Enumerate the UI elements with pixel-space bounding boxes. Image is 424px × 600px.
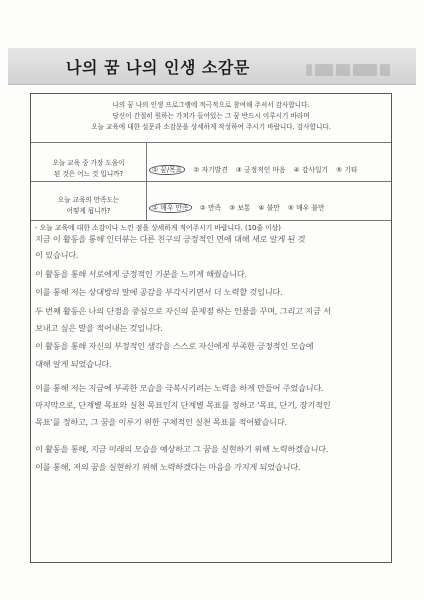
divider <box>31 220 391 221</box>
handwritten-line: 이 있습니다. <box>34 250 79 260</box>
handwritten-line: 목표'를 정하고, 그 꿈을 이루기 위한 구체적인 실천 목표를 적어봤습니다. <box>34 417 288 427</box>
handwritten-line: 보내고 싶은 말을 적어내는 것입니다. <box>34 323 164 333</box>
handwritten-line: 이를 통해, 저의 꿈을 실현하기 위해 노력하겠다는 마음을 가지게 되었습니다. <box>34 462 301 472</box>
q2-option-4[interactable]: ④ 불만 <box>258 204 280 212</box>
q2-option-5[interactable]: ⑤ 매우 불만 <box>287 204 325 212</box>
q2-option-1[interactable]: ① 매우 만족 <box>149 203 192 213</box>
q1-option-4[interactable]: ④ 감사일기 <box>293 166 329 174</box>
q2-option-3[interactable]: ③ 보통 <box>229 204 251 212</box>
redacted-name <box>306 59 406 73</box>
q1-option-2[interactable]: ② 자기발견 <box>193 166 228 174</box>
intro-text <box>31 100 391 133</box>
q2-option-2[interactable]: ② 만족 <box>199 204 222 212</box>
survey-form <box>30 93 392 563</box>
intro-line-1: 나의 꿈 나의 인생 프로그램에 적극적으로 참여해 주셔서 감사합니다. <box>112 101 310 109</box>
handwritten-line: 대해 알게 되었습니다. <box>34 359 112 369</box>
intro-line-3: 오늘 교육에 대한 설문과 소감문을 상세하게 작성하여 주시기 바랍니다. 감사합니다. <box>91 123 331 131</box>
handwritten-line: 이 활동을 통해 서로에게 긍정적인 기분을 느끼게 해줬습니다. <box>34 269 248 279</box>
handwritten-line: 이 활동을 통해 자신의 부정적인 생각을 스스로 자신에게 부족한 긍정적인 모습에 <box>34 341 314 351</box>
q1-option-3[interactable]: ③ 긍정적인 마음 <box>235 166 286 174</box>
question-3-label: - 오늘 교육에 대한 소감이나 느낀 점을 상세하게 적어주시기 바랍니다. (10줄 이상) <box>35 224 281 232</box>
handwritten-line: 마지막으로, 단계별 목표와 실천 목표인지 단계별 목표를 정하고 '목표, 단기, 장기적인 <box>34 400 331 410</box>
question-2-options <box>149 202 391 212</box>
handwritten-line: 지금 이 활동을 통해 인터뷰는 다른 친구의 긍정적인 면에 대해 새로 알게 된 것 <box>34 234 306 244</box>
intro-line-2: 당신이 간절히 원하는 가치가 들어있는 그 꿈 반드시 이루시기 바라며 <box>112 112 310 120</box>
handwritten-line: 이를 통해 저는 상대방의 말에 공감을 부각시키면서 더 노력할 것입니다. <box>34 287 283 297</box>
handwritten-line: 이 활동을 통해, 지금 미래의 모습을 예상하고 그 꿈을 실현하기 위해 노력하겠습니다. <box>34 444 329 454</box>
q1-option-1[interactable]: ① 꿈/목표 <box>149 165 185 175</box>
divider <box>31 181 391 182</box>
page-title: 나의 꿈 나의 인생 소감문 <box>66 58 250 77</box>
divider <box>31 142 391 143</box>
handwritten-line: 두 번째 활동은 나의 단점을 중심으로 자신의 문제점 하는 인물을 꾸며, 그리고 지금 서 <box>34 306 332 316</box>
handwritten-line: 이를 통해 저는 지금에 부족한 모습을 극복시키려는 노력을 하게 만들어 주었습니다. <box>34 383 324 393</box>
question-1-label: 오늘 교육 중 가장 도움이 된 것은 어느 것 입니까? <box>52 159 125 178</box>
question-2-label: 오늘 교육의 만족도는 어떻게 됩니까? <box>57 196 120 215</box>
page-header <box>8 48 416 85</box>
q1-option-5[interactable]: ⑤ 기타 <box>336 166 358 174</box>
question-1-options <box>149 164 391 174</box>
